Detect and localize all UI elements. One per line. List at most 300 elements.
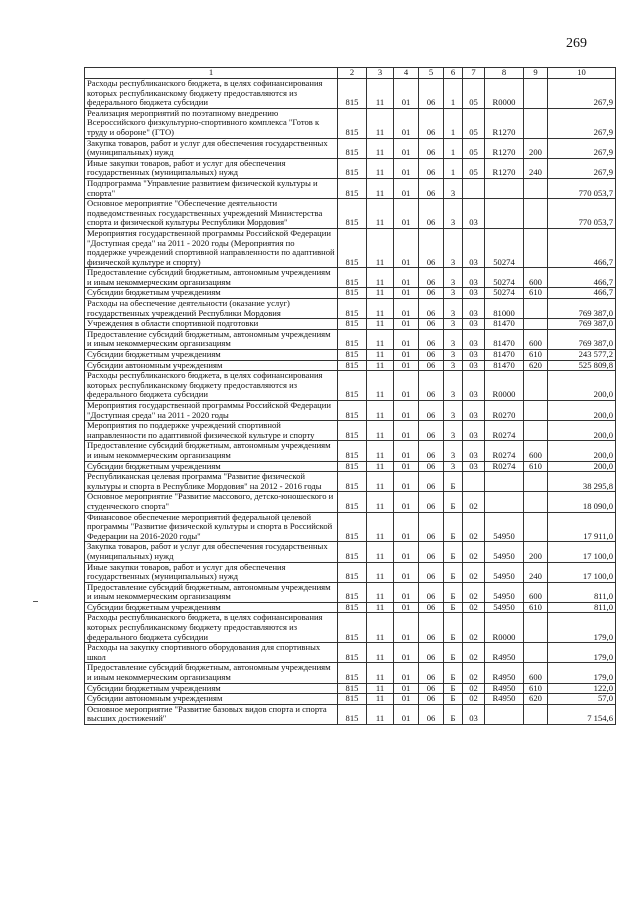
- code-cell: 11: [367, 268, 394, 288]
- code-cell: [485, 704, 524, 724]
- table-row: [85, 401, 616, 421]
- code-cell: 02: [463, 663, 485, 683]
- code-cell: 06: [419, 694, 444, 705]
- code-cell: R1270: [485, 158, 524, 178]
- code-cell: 815: [338, 643, 367, 663]
- amount-cell: 200,0: [548, 461, 616, 472]
- code-cell: 11: [367, 158, 394, 178]
- code-cell: 03: [463, 199, 485, 229]
- amount-cell: 17 100,0: [548, 542, 616, 562]
- code-cell: 54950: [485, 562, 524, 582]
- code-cell: R0270: [485, 401, 524, 421]
- amount-cell: 200,0: [548, 421, 616, 441]
- code-cell: 81470: [485, 360, 524, 371]
- code-cell: R4950: [485, 683, 524, 694]
- header-row: [85, 68, 616, 79]
- table-row: [85, 138, 616, 158]
- code-cell: 815: [338, 401, 367, 421]
- code-cell: 815: [338, 472, 367, 492]
- code-cell: 01: [394, 512, 419, 542]
- code-cell: R0274: [485, 461, 524, 472]
- code-cell: 11: [367, 228, 394, 267]
- code-cell: 3: [444, 329, 463, 349]
- code-cell: 01: [394, 319, 419, 330]
- code-cell: 06: [419, 228, 444, 267]
- code-cell: 11: [367, 602, 394, 613]
- amount-cell: 122,0: [548, 683, 616, 694]
- table-row: [85, 704, 616, 724]
- code-cell: 06: [419, 401, 444, 421]
- code-cell: 03: [463, 360, 485, 371]
- column-header: 8: [485, 68, 524, 79]
- code-cell: 600: [524, 663, 548, 683]
- budget-table: [84, 67, 616, 725]
- code-cell: 03: [463, 421, 485, 441]
- code-cell: 02: [463, 694, 485, 705]
- code-cell: 02: [463, 582, 485, 602]
- code-cell: 815: [338, 108, 367, 138]
- amount-cell: 769 387,0: [548, 319, 616, 330]
- code-cell: Б: [444, 472, 463, 492]
- column-header: 9: [524, 68, 548, 79]
- code-cell: 54950: [485, 512, 524, 542]
- table-row: [85, 350, 616, 361]
- code-cell: R1270: [485, 138, 524, 158]
- code-cell: 815: [338, 360, 367, 371]
- code-cell: 600: [524, 582, 548, 602]
- expense-name-cell: Предоставление субсидий бюджетным, автономным учреждениям и иным некоммерческим организациям: [85, 582, 338, 602]
- code-cell: 03: [463, 228, 485, 267]
- table-row: [85, 79, 616, 109]
- code-cell: 01: [394, 582, 419, 602]
- code-cell: 620: [524, 694, 548, 705]
- column-header: 1: [85, 68, 338, 79]
- code-cell: 06: [419, 288, 444, 299]
- code-cell: 01: [394, 602, 419, 613]
- page-number: 269: [566, 36, 587, 51]
- column-header: 2: [338, 68, 367, 79]
- amount-cell: 267,9: [548, 158, 616, 178]
- code-cell: 03: [463, 441, 485, 461]
- code-cell: 3: [444, 401, 463, 421]
- amount-cell: 466,7: [548, 268, 616, 288]
- code-cell: Б: [444, 492, 463, 512]
- code-cell: 3: [444, 350, 463, 361]
- code-cell: 815: [338, 512, 367, 542]
- code-cell: 03: [463, 401, 485, 421]
- code-cell: 01: [394, 694, 419, 705]
- code-cell: 06: [419, 108, 444, 138]
- code-cell: Б: [444, 694, 463, 705]
- code-cell: 06: [419, 79, 444, 109]
- code-cell: 01: [394, 288, 419, 299]
- code-cell: 06: [419, 643, 444, 663]
- code-cell: 50274: [485, 228, 524, 267]
- amount-cell: 770 053,7: [548, 199, 616, 229]
- expense-name-cell: Учреждения в области спортивной подготовки: [85, 319, 338, 330]
- code-cell: 11: [367, 582, 394, 602]
- code-cell: 06: [419, 360, 444, 371]
- code-cell: Б: [444, 704, 463, 724]
- amount-cell: 17 100,0: [548, 562, 616, 582]
- code-cell: [485, 199, 524, 229]
- table-row: [85, 663, 616, 683]
- amount-cell: 769 387,0: [548, 299, 616, 319]
- table-row: [85, 562, 616, 582]
- code-cell: 01: [394, 704, 419, 724]
- code-cell: 815: [338, 299, 367, 319]
- code-cell: 3: [444, 178, 463, 198]
- code-cell: [524, 79, 548, 109]
- code-cell: 06: [419, 299, 444, 319]
- code-cell: 06: [419, 461, 444, 472]
- expense-name-cell: Предоставление субсидий бюджетным, автономным учреждениям и иным некоммерческим организациям: [85, 663, 338, 683]
- code-cell: 01: [394, 360, 419, 371]
- code-cell: 815: [338, 613, 367, 643]
- code-cell: [524, 421, 548, 441]
- code-cell: 01: [394, 643, 419, 663]
- amount-cell: 466,7: [548, 288, 616, 299]
- expense-name-cell: Иные закупки товаров, работ и услуг для обеспечения государственных (муниципальных) нужд: [85, 158, 338, 178]
- expense-name-cell: Мероприятия государственной программы Российской Федерации "Доступная среда" на 2011 - 2020 годы: [85, 401, 338, 421]
- table-row: [85, 268, 616, 288]
- code-cell: 815: [338, 350, 367, 361]
- code-cell: 06: [419, 582, 444, 602]
- expense-name-cell: Основное мероприятие "Развитие базовых видов спорта и спорта высших достижений": [85, 704, 338, 724]
- code-cell: 06: [419, 178, 444, 198]
- code-cell: 01: [394, 79, 419, 109]
- code-cell: 01: [394, 329, 419, 349]
- code-cell: 06: [419, 199, 444, 229]
- code-cell: 815: [338, 268, 367, 288]
- code-cell: 610: [524, 288, 548, 299]
- table-row: [85, 512, 616, 542]
- amount-cell: 525 809,8: [548, 360, 616, 371]
- code-cell: 06: [419, 613, 444, 643]
- amount-cell: 57,0: [548, 694, 616, 705]
- table-row: [85, 371, 616, 401]
- code-cell: R0274: [485, 421, 524, 441]
- code-cell: 815: [338, 199, 367, 229]
- code-cell: Б: [444, 613, 463, 643]
- code-cell: 11: [367, 562, 394, 582]
- code-cell: 3: [444, 371, 463, 401]
- code-cell: 06: [419, 512, 444, 542]
- code-cell: 11: [367, 472, 394, 492]
- code-cell: 06: [419, 138, 444, 158]
- table-row: [85, 299, 616, 319]
- code-cell: Б: [444, 602, 463, 613]
- code-cell: 01: [394, 613, 419, 643]
- code-cell: 06: [419, 319, 444, 330]
- code-cell: 240: [524, 158, 548, 178]
- expense-name-cell: Мероприятия государственной программы Российской Федерации "Доступная среда" на 2011 - 2020 годы (Мероприятия по поддержке учреждений спортивной направленности по адаптивной физической культуре и спорту): [85, 228, 338, 267]
- code-cell: 11: [367, 178, 394, 198]
- amount-cell: 200,0: [548, 401, 616, 421]
- code-cell: 11: [367, 108, 394, 138]
- amount-cell: 38 295,8: [548, 472, 616, 492]
- code-cell: 06: [419, 704, 444, 724]
- code-cell: 600: [524, 329, 548, 349]
- code-cell: 815: [338, 441, 367, 461]
- code-cell: 3: [444, 319, 463, 330]
- code-cell: 11: [367, 694, 394, 705]
- code-cell: 01: [394, 401, 419, 421]
- amount-cell: 770 053,7: [548, 178, 616, 198]
- expense-name-cell: Расходы республиканского бюджета, в целях софинансирования которых республиканскому бюджету предоставляются из федерального бюджета субсидии: [85, 79, 338, 109]
- code-cell: 240: [524, 562, 548, 582]
- code-cell: 200: [524, 542, 548, 562]
- code-cell: 600: [524, 441, 548, 461]
- code-cell: 815: [338, 288, 367, 299]
- code-cell: Б: [444, 683, 463, 694]
- code-cell: 11: [367, 360, 394, 371]
- code-cell: 02: [463, 613, 485, 643]
- code-cell: 11: [367, 350, 394, 361]
- code-cell: 01: [394, 228, 419, 267]
- code-cell: [524, 178, 548, 198]
- code-cell: 815: [338, 138, 367, 158]
- column-header: 3: [367, 68, 394, 79]
- amount-cell: 811,0: [548, 602, 616, 613]
- code-cell: 1: [444, 79, 463, 109]
- code-cell: 02: [463, 683, 485, 694]
- code-cell: 06: [419, 562, 444, 582]
- expense-name-cell: Расходы республиканского бюджета, в целях софинансирования которых республиканскому бюджету предоставляются из федерального бюджета субсидии: [85, 613, 338, 643]
- code-cell: [485, 178, 524, 198]
- code-cell: 01: [394, 350, 419, 361]
- amount-cell: 267,9: [548, 108, 616, 138]
- code-cell: 06: [419, 472, 444, 492]
- budget-table-body: [85, 79, 616, 725]
- code-cell: [524, 108, 548, 138]
- table-row: [85, 602, 616, 613]
- code-cell: 02: [463, 492, 485, 512]
- code-cell: 3: [444, 288, 463, 299]
- expense-name-cell: Субсидии бюджетным учреждениям: [85, 350, 338, 361]
- code-cell: 3: [444, 441, 463, 461]
- code-cell: 815: [338, 79, 367, 109]
- code-cell: 03: [463, 319, 485, 330]
- code-cell: 01: [394, 158, 419, 178]
- expense-name-cell: Субсидии бюджетным учреждениям: [85, 288, 338, 299]
- code-cell: 06: [419, 683, 444, 694]
- code-cell: [463, 472, 485, 492]
- code-cell: 06: [419, 350, 444, 361]
- table-row: [85, 108, 616, 138]
- code-cell: 81470: [485, 350, 524, 361]
- code-cell: 06: [419, 421, 444, 441]
- code-cell: 815: [338, 492, 367, 512]
- amount-cell: 267,9: [548, 138, 616, 158]
- code-cell: 06: [419, 371, 444, 401]
- code-cell: R0000: [485, 613, 524, 643]
- code-cell: 11: [367, 138, 394, 158]
- code-cell: 06: [419, 542, 444, 562]
- table-row: [85, 694, 616, 705]
- expense-name-cell: Реализация мероприятий по поэтапному внедрению Всероссийского физкультурно-спортивного комплекса "Готов к труду и обороне" (ГТО): [85, 108, 338, 138]
- code-cell: 11: [367, 461, 394, 472]
- code-cell: [524, 319, 548, 330]
- code-cell: 03: [463, 461, 485, 472]
- code-cell: 1: [444, 108, 463, 138]
- code-cell: 11: [367, 299, 394, 319]
- amount-cell: 811,0: [548, 582, 616, 602]
- code-cell: [485, 492, 524, 512]
- code-cell: 815: [338, 542, 367, 562]
- code-cell: R1270: [485, 108, 524, 138]
- code-cell: 03: [463, 704, 485, 724]
- code-cell: 3: [444, 199, 463, 229]
- code-cell: 50274: [485, 268, 524, 288]
- code-cell: [524, 299, 548, 319]
- code-cell: 81470: [485, 329, 524, 349]
- code-cell: 01: [394, 178, 419, 198]
- margin-mark: [33, 601, 38, 602]
- code-cell: Б: [444, 542, 463, 562]
- code-cell: 01: [394, 108, 419, 138]
- code-cell: 11: [367, 683, 394, 694]
- code-cell: [524, 613, 548, 643]
- code-cell: 06: [419, 602, 444, 613]
- code-cell: [524, 199, 548, 229]
- amount-cell: 7 154,6: [548, 704, 616, 724]
- code-cell: 3: [444, 461, 463, 472]
- code-cell: 3: [444, 299, 463, 319]
- code-cell: 1: [444, 158, 463, 178]
- code-cell: 815: [338, 329, 367, 349]
- expense-name-cell: Расходы на закупку спортивного оборудования для спортивных школ: [85, 643, 338, 663]
- expense-name-cell: Закупка товаров, работ и услуг для обеспечения государственных (муниципальных) нужд: [85, 138, 338, 158]
- code-cell: 815: [338, 582, 367, 602]
- code-cell: 01: [394, 683, 419, 694]
- code-cell: R4950: [485, 643, 524, 663]
- code-cell: 815: [338, 228, 367, 267]
- code-cell: 815: [338, 663, 367, 683]
- code-cell: 815: [338, 683, 367, 694]
- table-row: [85, 472, 616, 492]
- code-cell: 81470: [485, 319, 524, 330]
- expense-name-cell: Основное мероприятие "Обеспечение деятельности подведомственных государственных учреждений Министерства спорта и физической культуры Республики Мордовия": [85, 199, 338, 229]
- table-row: [85, 360, 616, 371]
- code-cell: 01: [394, 199, 419, 229]
- code-cell: 815: [338, 461, 367, 472]
- code-cell: [524, 228, 548, 267]
- table-row: [85, 441, 616, 461]
- code-cell: 01: [394, 663, 419, 683]
- code-cell: 81000: [485, 299, 524, 319]
- expense-name-cell: Основное мероприятие "Развитие массового, детско-юношеского и студенческого спорта": [85, 492, 338, 512]
- code-cell: 02: [463, 602, 485, 613]
- code-cell: 11: [367, 421, 394, 441]
- code-cell: 600: [524, 268, 548, 288]
- code-cell: 01: [394, 542, 419, 562]
- column-header: 7: [463, 68, 485, 79]
- expense-name-cell: Субсидии автономным учреждениям: [85, 694, 338, 705]
- column-header: 10: [548, 68, 616, 79]
- code-cell: 815: [338, 421, 367, 441]
- code-cell: R0000: [485, 371, 524, 401]
- code-cell: 03: [463, 371, 485, 401]
- code-cell: 03: [463, 268, 485, 288]
- amount-cell: 769 387,0: [548, 329, 616, 349]
- code-cell: 11: [367, 492, 394, 512]
- expense-name-cell: Расходы республиканского бюджета, в целях софинансирования которых республиканскому бюджету предоставляются из федерального бюджета субсидии: [85, 371, 338, 401]
- code-cell: [524, 512, 548, 542]
- table-row: [85, 288, 616, 299]
- code-cell: 610: [524, 461, 548, 472]
- code-cell: 03: [463, 288, 485, 299]
- expense-name-cell: Субсидии бюджетным учреждениям: [85, 461, 338, 472]
- code-cell: 06: [419, 329, 444, 349]
- code-cell: 11: [367, 512, 394, 542]
- table-row: [85, 158, 616, 178]
- code-cell: 01: [394, 268, 419, 288]
- table-row: [85, 613, 616, 643]
- table-row: [85, 228, 616, 267]
- expense-name-cell: Предоставление субсидий бюджетным, автономным учреждениям и иным некоммерческим организациям: [85, 329, 338, 349]
- amount-cell: 17 911,0: [548, 512, 616, 542]
- column-header: 4: [394, 68, 419, 79]
- code-cell: [524, 472, 548, 492]
- code-cell: 02: [463, 643, 485, 663]
- code-cell: 06: [419, 441, 444, 461]
- expense-name-cell: Иные закупки товаров, работ и услуг для обеспечения государственных (муниципальных) нужд: [85, 562, 338, 582]
- code-cell: 05: [463, 158, 485, 178]
- code-cell: 815: [338, 602, 367, 613]
- code-cell: R0000: [485, 79, 524, 109]
- code-cell: [524, 704, 548, 724]
- code-cell: 815: [338, 694, 367, 705]
- code-cell: [463, 178, 485, 198]
- code-cell: 01: [394, 441, 419, 461]
- code-cell: 11: [367, 371, 394, 401]
- table-row: [85, 492, 616, 512]
- code-cell: 50274: [485, 288, 524, 299]
- column-header: 5: [419, 68, 444, 79]
- code-cell: 54950: [485, 582, 524, 602]
- code-cell: 05: [463, 79, 485, 109]
- code-cell: 03: [463, 299, 485, 319]
- expense-name-cell: Предоставление субсидий бюджетным, автономным учреждениям и иным некоммерческим организациям: [85, 441, 338, 461]
- code-cell: 01: [394, 492, 419, 512]
- code-cell: Б: [444, 562, 463, 582]
- expense-name-cell: Закупка товаров, работ и услуг для обеспечения государственных (муниципальных) нужд: [85, 542, 338, 562]
- code-cell: 610: [524, 350, 548, 361]
- code-cell: [524, 371, 548, 401]
- code-cell: 54950: [485, 602, 524, 613]
- code-cell: 11: [367, 329, 394, 349]
- expense-name-cell: Мероприятия по поддержке учреждений спортивной направленности по адаптивной физической культуре и спорту: [85, 421, 338, 441]
- expense-name-cell: Субсидии автономным учреждениям: [85, 360, 338, 371]
- code-cell: 11: [367, 441, 394, 461]
- code-cell: 610: [524, 602, 548, 613]
- table-row: [85, 421, 616, 441]
- code-cell: 01: [394, 299, 419, 319]
- expense-name-cell: Предоставление субсидий бюджетным, автономным учреждениям и иным некоммерческим организациям: [85, 268, 338, 288]
- code-cell: 11: [367, 663, 394, 683]
- amount-cell: 200,0: [548, 371, 616, 401]
- code-cell: 11: [367, 401, 394, 421]
- expense-name-cell: Республиканская целевая программа "Развитие физической культуры и спорта в Республике Мордовия" на 2012 - 2016 годы: [85, 472, 338, 492]
- code-cell: 01: [394, 472, 419, 492]
- code-cell: 11: [367, 288, 394, 299]
- table-row: [85, 542, 616, 562]
- code-cell: 815: [338, 371, 367, 401]
- column-header: 6: [444, 68, 463, 79]
- code-cell: Б: [444, 582, 463, 602]
- code-cell: 3: [444, 228, 463, 267]
